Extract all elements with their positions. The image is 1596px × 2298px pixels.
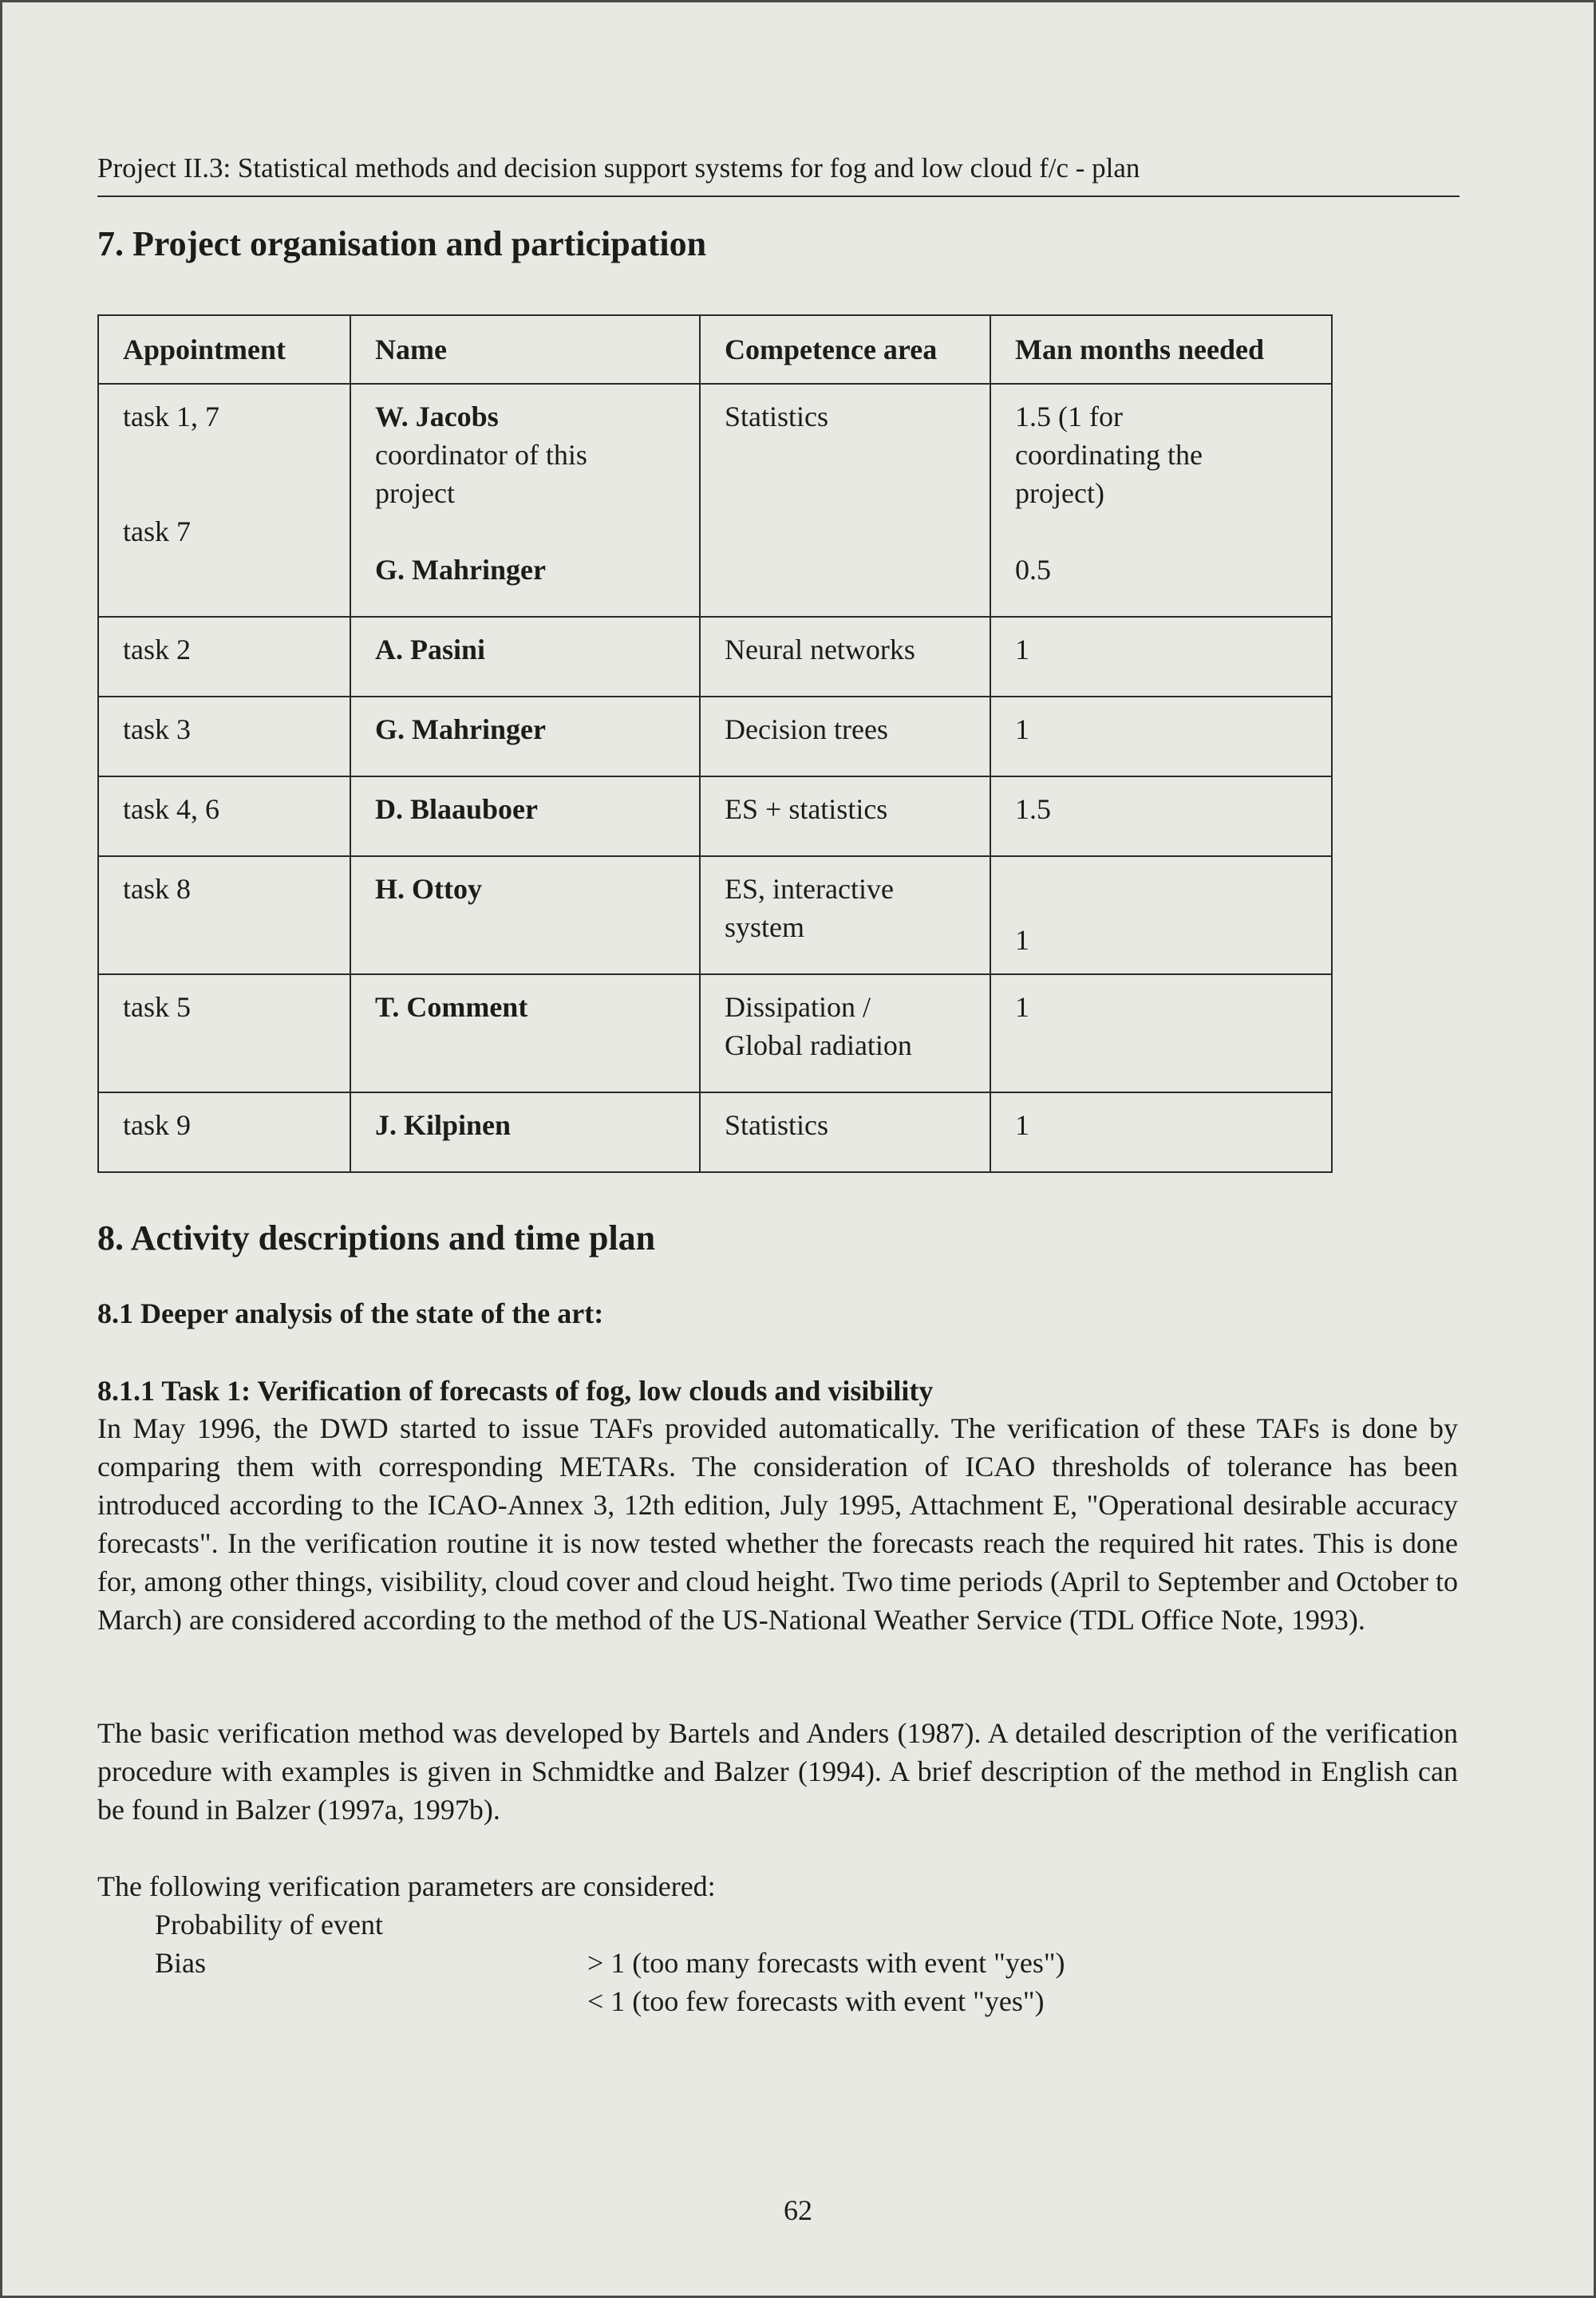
col-header-name: Name — [350, 315, 700, 384]
col-header-appointment: Appointment — [98, 315, 350, 384]
header-rule — [97, 195, 1460, 197]
col-header-man-months: Man months needed — [990, 315, 1332, 384]
cell-competence: Statistics — [700, 384, 990, 617]
name-a-role: coordinator of this project — [375, 439, 587, 509]
col-header-competence: Competence area — [700, 315, 990, 384]
table-row — [98, 1092, 1332, 1172]
appointment-a: task 1, 7 — [123, 401, 219, 432]
cell-appointment: task 9 — [98, 1092, 350, 1172]
months-a: 1.5 (1 for coordinating the project) — [1015, 401, 1203, 509]
appointment-b: task 7 — [123, 515, 191, 547]
paragraph-tafs-verification: In May 1996, the DWD started to issue TAFs provided automatically. The verification of these TAFs is done by comparing them with corresponding METARs. The consideration of ICAO thresholds of tolerance has been introduced according to the ICAO-Annex 3, 12th edition, July 1995, Attachment E, "Operational desirable accuracy forecasts". In the verification routine it is now tested whether the forecasts reach the required hit rates. This is done for, among other things, visibility, cloud cover and cloud height. Two time periods (April to September and October to March) are considered according to the method of the US-National Weather Service (TDL Office Note, 1993). — [97, 1412, 1458, 1636]
paragraph-verification-method: The basic verification method was developed by Bartels and Anders (1987). A detailed description of the verification procedure with examples is given in Schmidtke and Balzer (1994). A brief description of the method in English can be found in Balzer (1997a, 1997b). — [97, 1717, 1458, 1826]
cell-appointment: task 3 — [98, 697, 350, 776]
cell-competence: Statistics — [700, 1092, 990, 1172]
cell-competence: Decision trees — [700, 697, 990, 776]
cell-man-months: 1.5 — [990, 776, 1332, 856]
cell-man-months: 1 — [990, 697, 1332, 776]
paragraph-parameters-intro: The following verification parameters are considered: — [97, 1870, 716, 1902]
cell-man-months — [990, 384, 1332, 617]
section-7-heading: 7. Project organisation and participation — [97, 224, 707, 263]
param-bias: Bias — [155, 1947, 207, 1979]
cell-competence: Dissipation / Global radiation — [700, 974, 990, 1092]
cell-name: H. Ottoy — [350, 856, 700, 974]
project-organisation-table — [97, 314, 1333, 1173]
page-number: 62 — [784, 2194, 812, 2226]
cell-man-months: 1 — [990, 617, 1332, 697]
running-header: Project II.3: Statistical methods and decision support systems for fog and low cloud f/c - plan — [97, 152, 1140, 184]
cell-name: T. Comment — [350, 974, 700, 1092]
cell-appointment: task 8 — [98, 856, 350, 974]
table-row — [98, 776, 1332, 856]
param-bias-less: < 1 (too few forecasts with event "yes") — [587, 1985, 1045, 2017]
cell-competence: Neural networks — [700, 617, 990, 697]
cell-man-months — [990, 856, 1332, 974]
table-row — [98, 384, 1332, 617]
months-b: 0.5 — [1015, 554, 1051, 586]
man-months-value: 1 — [1015, 924, 1029, 956]
cell-name: A. Pasini — [350, 617, 700, 697]
cell-name — [350, 384, 700, 617]
table-header-row — [98, 315, 1332, 384]
subsection-8-1-heading: 8.1 Deeper analysis of the state of the art: — [97, 1297, 604, 1329]
table-row — [98, 617, 1332, 697]
cell-name: G. Mahringer — [350, 697, 700, 776]
cell-man-months: 1 — [990, 974, 1332, 1092]
cell-appointment: task 5 — [98, 974, 350, 1092]
cell-appointment: task 2 — [98, 617, 350, 697]
subsection-8-1-1-heading: 8.1.1 Task 1: Verification of forecasts of fog, low clouds and visibility — [97, 1375, 934, 1407]
name-a: W. Jacobs — [375, 401, 499, 432]
cell-competence: ES + statistics — [700, 776, 990, 856]
cell-man-months: 1 — [990, 1092, 1332, 1172]
table-row — [98, 974, 1332, 1092]
table-row — [98, 697, 1332, 776]
cell-name: J. Kilpinen — [350, 1092, 700, 1172]
table-row — [98, 856, 1332, 974]
param-probability-of-event: Probability of event — [155, 1909, 383, 1941]
section-8-heading: 8. Activity descriptions and time plan — [97, 1218, 656, 1258]
cell-appointment: task 4, 6 — [98, 776, 350, 856]
cell-appointment — [98, 384, 350, 617]
cell-name: D. Blaauboer — [350, 776, 700, 856]
name-b: G. Mahringer — [375, 554, 546, 586]
cell-competence: ES, interactive system — [700, 856, 990, 974]
param-bias-greater: > 1 (too many forecasts with event "yes") — [587, 1947, 1065, 1979]
